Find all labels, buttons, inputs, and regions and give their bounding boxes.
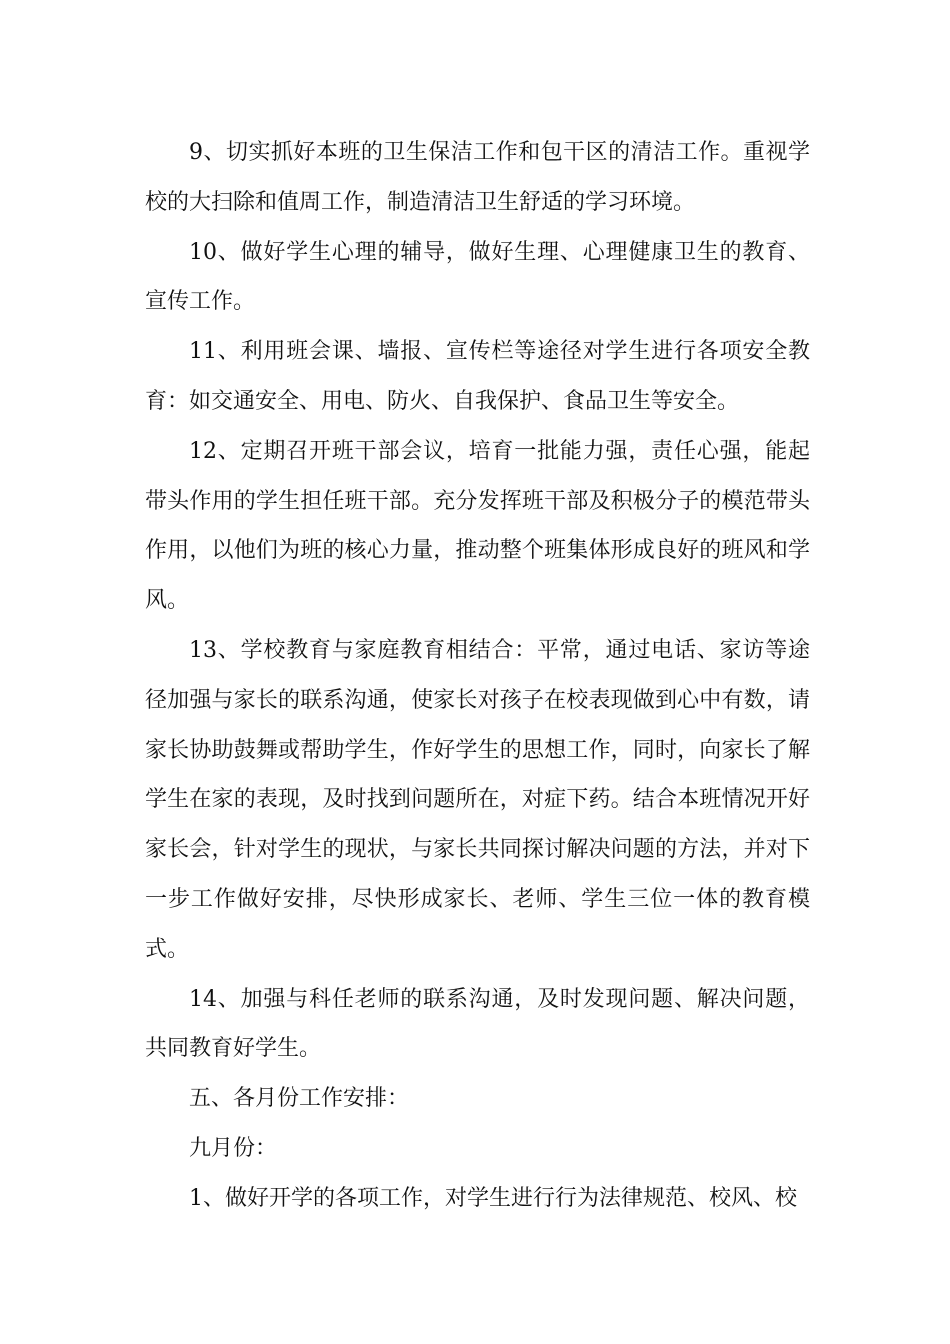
paragraph-item-13: 13、学校教育与家庭教育相结合：平常，通过电话、家访等途径加强与家长的联系沟通，使家长对孩子在校表现做到心中有数，请家长协助鼓舞或帮助学生，作好学生的思想工作，同时，向家长了解学生在家的表现，及时找到问题所在，对症下药。结合本班情况开好家长会，针对学生的现状，与家长共同探讨解决问题的方法，并对下一步工作做好安排，尽快形成家长、老师、学生三位一体的教育模式。 xyxy=(145,637,810,962)
paragraph-item-11: 11、利用班会课、墙报、宣传栏等途径对学生进行各项安全教育：如交通安全、用电、防火、自我保护、食品卫生等安全。 xyxy=(145,339,810,414)
paragraph-item-9: 9、切实抓好本班的卫生保洁工作和包干区的清洁工作。重视学校的大扫除和值周工作，制造清洁卫生舒适的学习环境。 xyxy=(145,140,810,215)
paragraph-item-14: 14、加强与科任老师的联系沟通，及时发现问题、解决问题，共同教育好学生。 xyxy=(145,986,810,1062)
section-heading-monthly-plan: 五、各月份工作安排： xyxy=(189,1086,410,1112)
paragraph-item-12: 12、定期召开班干部会议，培育一批能力强，责任心强，能起带头作用的学生担任班干部。充分发挥班干部及积极分子的模范带头作用，以他们为班的核心力量，推动整个班集体形成良好的班风和学风。 xyxy=(145,438,810,614)
paragraph-item-september-1: 1、做好开学的各项工作，对学生进行行为法律规范、校风、校 xyxy=(189,1185,797,1211)
subheading-september: 九月份： xyxy=(189,1135,278,1161)
paragraph-item-10: 10、做好学生心理的辅导，做好生理、心理健康卫生的教育、宣传工作。 xyxy=(145,239,810,315)
document-page xyxy=(145,128,810,1224)
